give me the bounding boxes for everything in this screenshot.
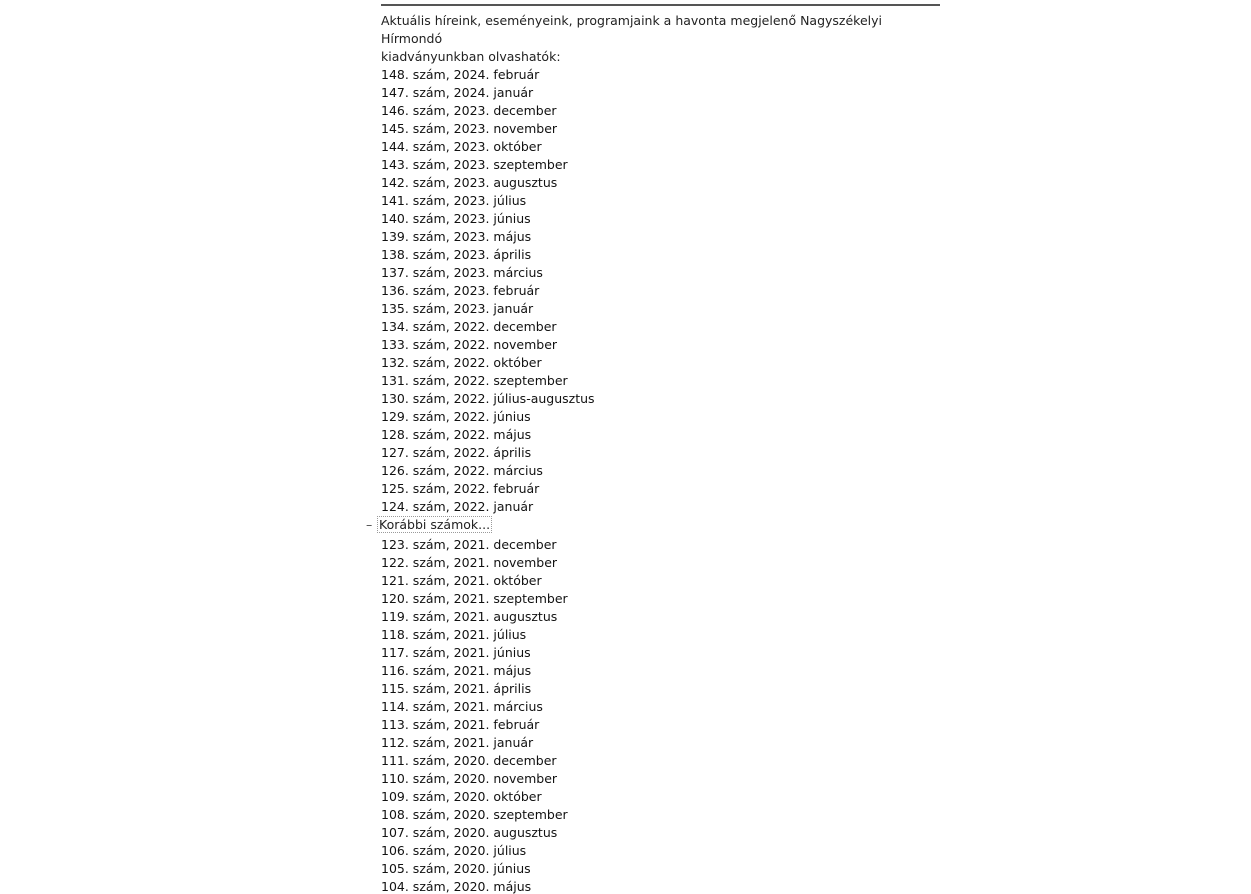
older-issues-toggle-label[interactable]: Korábbi számok... (379, 517, 491, 532)
older-issues-toggle[interactable] (366, 517, 491, 533)
list-item (381, 390, 595, 408)
issue-link[interactable]: 113. szám, 2021. február (381, 717, 540, 732)
list-item (381, 626, 568, 644)
list-item (381, 372, 595, 390)
issue-link[interactable]: 139. szám, 2023. május (381, 229, 532, 244)
issue-link[interactable]: 112. szám, 2021. január (381, 735, 534, 750)
issue-link[interactable]: 133. szám, 2022. november (381, 337, 558, 352)
list-item (381, 174, 595, 192)
list-item (381, 554, 568, 572)
issue-link[interactable]: 110. szám, 2020. november (381, 771, 558, 786)
list-item (381, 426, 595, 444)
intro-line-2: kiadványunkban olvashatók: (381, 49, 561, 64)
list-item (381, 806, 568, 824)
list-item (381, 318, 595, 336)
intro-line-1: Aktuális híreink, eseményeink, programjaink a havonta megjelenő Nagyszékelyi Hírmondó (381, 13, 883, 46)
list-item (381, 156, 595, 174)
list-item (381, 860, 568, 878)
list-item (381, 228, 595, 246)
issue-link[interactable]: 126. szám, 2022. március (381, 463, 543, 478)
issue-link[interactable]: 135. szám, 2023. január (381, 301, 534, 316)
list-item (381, 66, 595, 84)
issue-link[interactable]: 123. szám, 2021. december (381, 537, 557, 552)
issue-link[interactable]: 128. szám, 2022. május (381, 427, 532, 442)
list-item (381, 590, 568, 608)
issue-link[interactable]: 138. szám, 2023. április (381, 247, 532, 262)
issue-link[interactable]: 119. szám, 2021. augusztus (381, 609, 558, 624)
issue-link[interactable]: 132. szám, 2022. október (381, 355, 542, 370)
list-item (381, 210, 595, 228)
issue-link[interactable]: 130. szám, 2022. július-augusztus (381, 391, 595, 406)
issue-link[interactable]: 137. szám, 2023. március (381, 265, 543, 280)
list-item (381, 354, 595, 372)
issue-link[interactable]: 105. szám, 2020. június (381, 861, 531, 876)
list-item (381, 734, 568, 752)
list-item (381, 842, 568, 860)
list-item (381, 644, 568, 662)
list-item (381, 120, 595, 138)
list-item (381, 698, 568, 716)
issue-link[interactable]: 142. szám, 2023. augusztus (381, 175, 558, 190)
list-item (381, 84, 595, 102)
list-item (381, 680, 568, 698)
issue-link[interactable]: 127. szám, 2022. április (381, 445, 532, 460)
list-item (381, 246, 595, 264)
list-item (381, 788, 568, 806)
issue-link[interactable]: 129. szám, 2022. június (381, 409, 531, 424)
list-item (381, 608, 568, 626)
issue-link[interactable]: 124. szám, 2022. január (381, 499, 534, 514)
older-issue-list (381, 536, 568, 894)
issue-link[interactable]: 106. szám, 2020. július (381, 843, 527, 858)
list-item (381, 572, 568, 590)
issue-link[interactable]: 108. szám, 2020. szeptember (381, 807, 568, 822)
collapse-icon[interactable]: – (366, 517, 373, 532)
list-item (381, 138, 595, 156)
issue-link[interactable]: 147. szám, 2024. január (381, 85, 534, 100)
issue-link[interactable]: 146. szám, 2023. december (381, 103, 557, 118)
issue-link[interactable]: 111. szám, 2020. december (381, 753, 557, 768)
issue-link[interactable]: 145. szám, 2023. november (381, 121, 558, 136)
list-item (381, 716, 568, 734)
issue-link[interactable]: 114. szám, 2021. március (381, 699, 543, 714)
issue-link[interactable]: 148. szám, 2024. február (381, 67, 540, 82)
list-item (381, 192, 595, 210)
top-divider (381, 4, 940, 6)
list-item (381, 498, 595, 516)
issue-link[interactable]: 131. szám, 2022. szeptember (381, 373, 568, 388)
issue-link[interactable]: 117. szám, 2021. június (381, 645, 531, 660)
issue-link[interactable]: 125. szám, 2022. február (381, 481, 540, 496)
recent-issue-list (381, 66, 595, 516)
list-item (381, 336, 595, 354)
issue-link[interactable]: 140. szám, 2023. június (381, 211, 531, 226)
issue-link[interactable]: 121. szám, 2021. október (381, 573, 542, 588)
list-item (381, 480, 595, 498)
list-item (381, 300, 595, 318)
issue-link[interactable]: 143. szám, 2023. szeptember (381, 157, 568, 172)
list-item (381, 536, 568, 554)
issue-link[interactable]: 118. szám, 2021. július (381, 627, 527, 642)
issue-link[interactable]: 107. szám, 2020. augusztus (381, 825, 558, 840)
issue-link[interactable]: 104. szám, 2020. május (381, 879, 532, 894)
issue-link[interactable]: 109. szám, 2020. október (381, 789, 542, 804)
issue-link[interactable]: 116. szám, 2021. május (381, 663, 532, 678)
issue-link[interactable]: 120. szám, 2021. szeptember (381, 591, 568, 606)
list-item (381, 752, 568, 770)
list-item (381, 264, 595, 282)
issue-link[interactable]: 136. szám, 2023. február (381, 283, 540, 298)
list-item (381, 444, 595, 462)
issue-link[interactable]: 115. szám, 2021. április (381, 681, 532, 696)
list-item (381, 662, 568, 680)
list-item (381, 102, 595, 120)
issue-link[interactable]: 144. szám, 2023. október (381, 139, 542, 154)
issue-link[interactable]: 141. szám, 2023. július (381, 193, 527, 208)
list-item (381, 462, 595, 480)
issue-link[interactable]: 134. szám, 2022. december (381, 319, 557, 334)
list-item (381, 878, 568, 894)
list-item (381, 408, 595, 426)
list-item (381, 770, 568, 788)
intro-text (381, 12, 940, 66)
issue-link[interactable]: 122. szám, 2021. november (381, 555, 558, 570)
list-item (381, 282, 595, 300)
list-item (381, 824, 568, 842)
